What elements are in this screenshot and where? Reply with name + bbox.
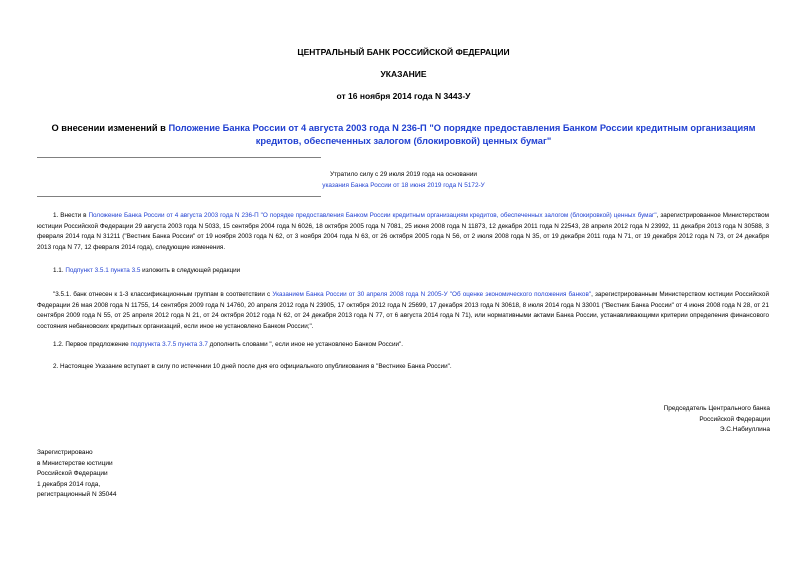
document-date-number: от 16 ноября 2014 года N 3443-У xyxy=(336,91,471,101)
paragraph-1-prefix: 1. Внести в xyxy=(53,212,89,219)
paragraph-1-1 xyxy=(37,266,769,277)
registration-line: Российской Федерации xyxy=(37,470,108,477)
subpoint-3-7-5-link[interactable]: подпункта 3.7.5 пункта 3.7 xyxy=(130,341,208,348)
document-type-heading: УКАЗАНИЕ xyxy=(380,69,427,79)
signature-block xyxy=(664,404,770,436)
signature-position: Председатель Центрального банка xyxy=(663,405,770,412)
separator-line xyxy=(37,196,321,197)
issuer-heading: ЦЕНТРАЛЬНЫЙ БАНК РОССИЙСКОЙ ФЕДЕРАЦИИ xyxy=(297,47,510,57)
document-title xyxy=(40,122,767,147)
paragraph-3-5-1 xyxy=(37,290,769,332)
paragraph-2: 2. Настоящее Указание вступает в силу по истечении 10 дней после дня его официального опубликования в "Вестнике Банка России". xyxy=(53,363,452,370)
signature-name: Э.С.Набиуллина xyxy=(719,426,770,433)
signature-organization: Российской Федерации xyxy=(699,415,770,423)
paragraph-1-1-text: изложить в следующей редакции xyxy=(140,267,241,274)
status-line: Утратило силу с 29 июля 2019 года на основании xyxy=(330,171,477,178)
paragraph-1-2-text: дополнить словами ", если иное не установлено Банком России". xyxy=(207,341,404,348)
paragraph-1-1-prefix: 1.1. xyxy=(53,267,66,274)
paragraph-3-5-1-text: , зарегистрированным Министерством юстиции Российской Федерации 26 мая 2008 года N 11755, 14 сентября 2009 года N 14760, 20 апреля 2012 года N 23905, 17 октября 2012 года N 25699, 17 декабря 2013 года N 30618, 8 июля 2014 года N 33001 ("Вестник Банка России" от 4 июня 2008 года N 28, от 21 сентября 2009 года N 55, от 25 апреля 2012 года N 21, от 24 октября 2012 года N 62, от 24 декабря 2013 года N 77, от 6 августа 2014 года N 71), или нормативными актами Банка России, устанавливающими критерии определения финансового состояния небанковских кредитных организаций, если иное не установлено Банком России;". xyxy=(37,291,769,330)
registration-line: в Министерстве юстиции xyxy=(37,459,113,467)
paragraph-1-text: , зарегистрированное Министерством юстиции Российской Федерации 29 августа 2003 года N 5033, 15 сентября 2004 года N 6026, 18 октября 2005 года N 7081, 25 июня 2008 года N 11873, 12 декабря 2011 года N 22543, 28 апреля 2012 года N 23992, 11 декабря 2013 года N 30588, 3 февраля 2014 года N 31211 ("Вестник Банка России" от 19 ноября 2003 года N 62, от 3 ноября 2004 года N 63, от 26 октября 2005 года N 56, от 2 июля 2008 года N 35, от 19 декабря 2011 года N 71, от 19 декабря 2012 года N 73, от 24 декабря 2013 года N 77, 12 февраля 2014 года), следующие изменения. xyxy=(37,212,769,251)
paragraph-1 xyxy=(37,211,769,253)
paragraph-3-5-1-prefix: "3.5.1. банк отнесен к 1-3 классификационным группам в соответствии с xyxy=(53,291,273,298)
title-regulation-link[interactable]: Положение Банка России от 4 августа 2003 года N 236-П "О порядке предоставления Банком России кредитным организациям кредитов, обеспеченных залогом (блокировкой) ценных бумаг" xyxy=(168,123,756,146)
registration-line: Зарегистрировано xyxy=(37,449,93,456)
registration-number: регистрационный N 35044 xyxy=(37,491,117,498)
status-note xyxy=(0,169,807,191)
paragraph-1-regulation-link[interactable]: Положение Банка России от 4 августа 2003 года N 236-П "О порядке предоставления Банком России кредитным организациям кредитов, обеспеченных залогом (блокировкой) ценных бумаг" xyxy=(88,212,657,219)
registration-block xyxy=(37,448,117,501)
subpoint-3-5-1-link[interactable]: Подпункт 3.5.1 пункта 3.5 xyxy=(65,267,141,274)
separator-line xyxy=(37,157,321,158)
paragraph-1-2-prefix: 1.2. Первое предложение xyxy=(53,341,131,348)
paragraph-1-2 xyxy=(37,340,769,351)
registration-date: 1 декабря 2014 года, xyxy=(37,480,101,488)
status-repeal-link[interactable]: указания Банка России от 18 июня 2019 года N 5172-У xyxy=(322,182,485,189)
title-prefix: О внесении изменений в xyxy=(51,123,169,133)
instruction-2005-u-link[interactable]: Указанием Банка России от 30 апреля 2008 года N 2005-У "Об оценке экономического положения банков" xyxy=(272,291,592,298)
